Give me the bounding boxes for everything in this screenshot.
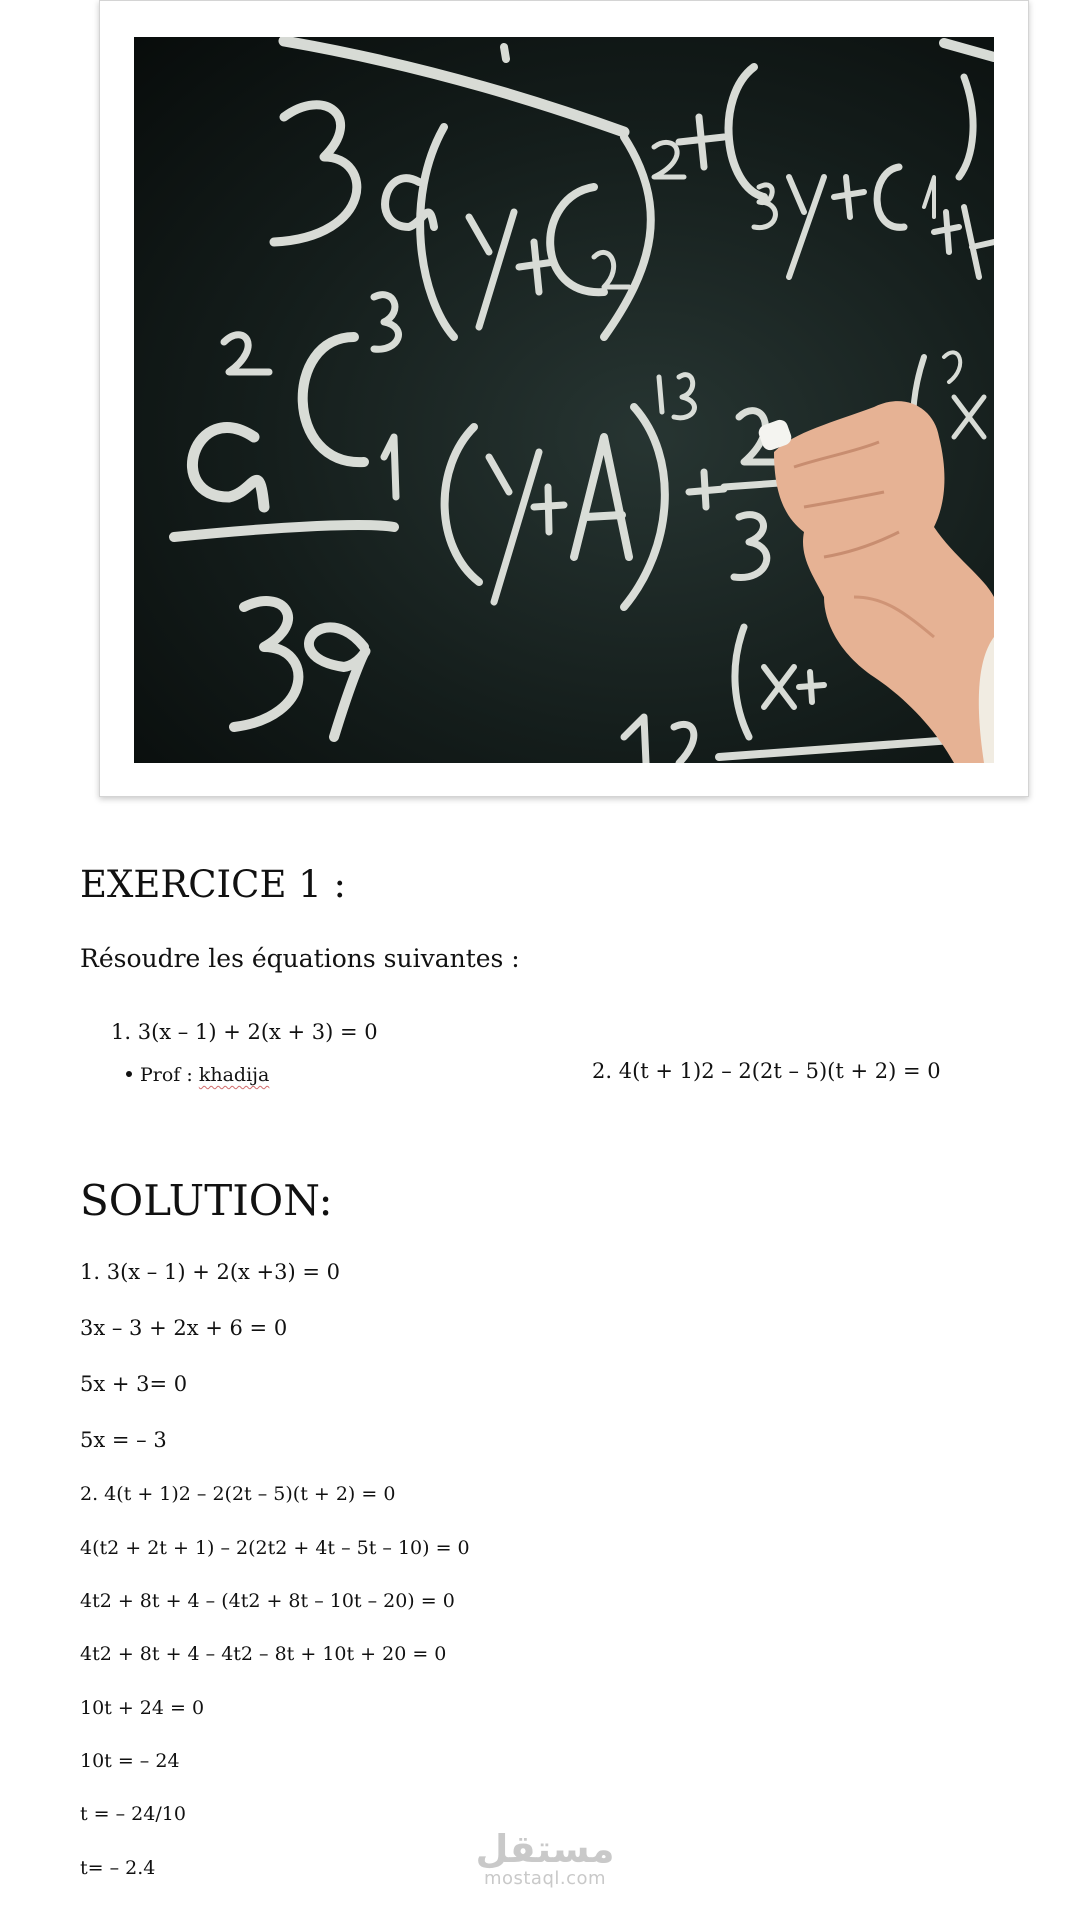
exercise-item-2: 2. 4(t + 1)2 – 2(2t – 5)(t + 2) = 0 [592, 1059, 941, 1083]
solution-line: 2. 4(t + 1)2 – 2(2t – 5)(t + 2) = 0 [80, 1483, 396, 1505]
solution-line: 3x – 3 + 2x + 6 = 0 [80, 1316, 288, 1340]
mostaql-watermark [475, 1827, 615, 1889]
chalkboard-drawing [134, 37, 994, 763]
bullet-dot-icon [126, 1071, 132, 1077]
exercise-item-1: 1. 3(x – 1) + 2(x + 3) = 0 [111, 1020, 378, 1044]
solution-line: 4t2 + 8t + 4 – 4t2 – 8t + 10t + 20 = 0 [80, 1643, 447, 1665]
exercise-title: EXERCICE 1 : [80, 863, 346, 906]
exercise-instruction: Résoudre les équations suivantes : [80, 944, 520, 973]
solution-line: t = – 24/10 [80, 1803, 186, 1825]
watermark-arabic: مستقل [475, 1827, 615, 1871]
solution-line: 4(t2 + 2t + 1) – 2(2t2 + 4t – 5t – 10) = 0 [80, 1537, 470, 1559]
solution-line: 10t = – 24 [80, 1750, 180, 1772]
watermark-url: mostaql.com [483, 1868, 607, 1889]
solution-line: 10t + 24 = 0 [80, 1697, 205, 1719]
author-prefix: Prof : [140, 1064, 199, 1086]
solution-title: SOLUTION: [80, 1176, 333, 1225]
solution-line: 4t2 + 8t + 4 – (4t2 + 8t – 10t – 20) = 0 [80, 1590, 455, 1612]
solution-line: t= – 2.4 [80, 1857, 156, 1879]
author-bullet [126, 1066, 269, 1085]
photo-frame [99, 0, 1029, 797]
author-name: khadija [198, 1064, 270, 1086]
solution-line: 5x + 3= 0 [80, 1372, 188, 1396]
solution-line: 1. 3(x – 1) + 2(x +3) = 0 [80, 1260, 340, 1284]
solution-line: 5x = – 3 [80, 1428, 167, 1452]
chalkboard-photo [134, 37, 994, 763]
